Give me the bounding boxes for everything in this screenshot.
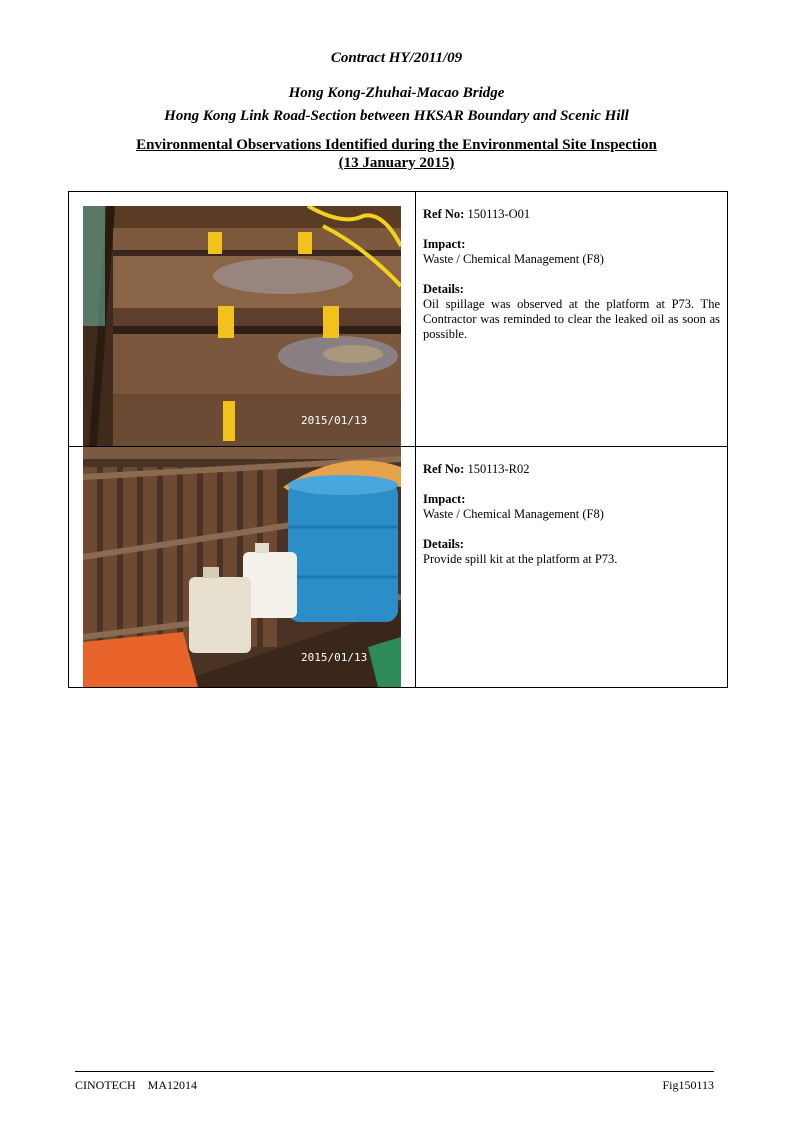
footer-company: CINOTECH MA12014 bbox=[75, 1078, 197, 1092]
details-value: Provide spill kit at the platform at P73. bbox=[423, 552, 618, 566]
photo-cell bbox=[69, 447, 416, 688]
details-label: Details: bbox=[423, 282, 464, 296]
photo-cell bbox=[69, 192, 416, 447]
details-value: Oil spillage was observed at the platform at P73. The Contractor was reminded to clear the leaked oil as soon as possible. bbox=[423, 297, 720, 341]
project-name: Hong Kong-Zhuhai-Macao Bridge bbox=[288, 85, 505, 101]
details-label: Details: bbox=[423, 537, 464, 551]
footer-figure-number: Fig150113 bbox=[662, 1078, 714, 1092]
section-name: Hong Kong Link Road-Section between HKSAR Boundary and Scenic Hill bbox=[164, 108, 629, 124]
impact-label: Impact: bbox=[423, 237, 466, 251]
ref-value: 150113-O01 bbox=[467, 207, 531, 221]
photo-chemical-containers bbox=[83, 447, 401, 687]
ref-label: Ref No: bbox=[423, 462, 465, 476]
observation-details bbox=[416, 447, 728, 688]
impact-label: Impact: bbox=[423, 492, 466, 506]
inspection-date: (13 January 2015) bbox=[338, 155, 455, 171]
impact-value: Waste / Chemical Management (F8) bbox=[423, 507, 604, 521]
contract-number: Contract HY/2011/09 bbox=[330, 50, 463, 66]
table-row bbox=[69, 192, 728, 447]
observation-details bbox=[416, 192, 728, 447]
impact-value: Waste / Chemical Management (F8) bbox=[423, 252, 604, 266]
observations-table bbox=[68, 191, 728, 688]
ref-value: 150113-R02 bbox=[467, 462, 530, 476]
ref-label: Ref No: bbox=[423, 207, 465, 221]
table-row bbox=[69, 447, 728, 688]
page-title: Environmental Observations Identified during the Environmental Site Inspection bbox=[136, 137, 657, 153]
photo-timestamp: 2015/01/13 bbox=[301, 414, 368, 427]
photo-timestamp: 2015/01/13 bbox=[301, 651, 368, 664]
photo-oil-spillage bbox=[83, 206, 401, 446]
footer-divider bbox=[75, 1071, 714, 1072]
